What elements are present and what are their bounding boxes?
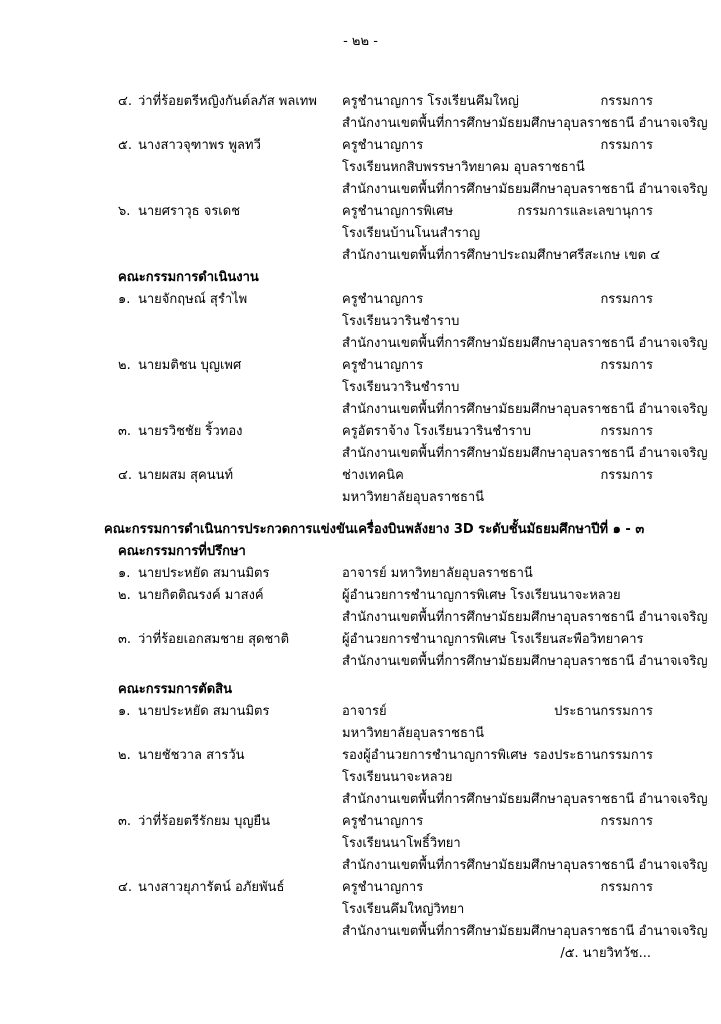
section-heading-advisors: คณะกรรมการที่ปรึกษา (118, 544, 246, 559)
member-entry: ๑. นายจักฤษณ์ สุรำไพ ครูชำนาญการ กรรมการ (118, 292, 653, 307)
page-number: - ๒๒ - (343, 34, 378, 49)
member-entry: ๒. นายมติชน บุญเพศ ครูชำนาญการ กรรมการ (118, 358, 653, 373)
member-entry: ๑. นายประหยัด สมานมิตร อาจารย์ ประธานกรรมการ (118, 704, 653, 719)
member-entry: ๓. ว่าที่ร้อยตรีรักยม บุญยืน ครูชำนาญการ กรรมการ (118, 814, 653, 829)
member-entry: ๕. นางสาวจุฑาพร พูลทวี ครูชำนาญการ กรรมการ (118, 138, 653, 153)
section-heading-judges: คณะกรรมการตัดสิน (118, 682, 233, 697)
member-entry: ๒. นายกิตติณรงค์ มาสงค์ ผู้อำนวยการชำนาญการพิเศษ โรงเรียนนาจะหลวย (118, 588, 621, 603)
section-heading-competition: คณะกรรมการดำเนินการประกวดการแข่งขันเครื่องบินพลังยาง 3D ระดับชั้นมัธยมศึกษาปีที่ ๑ - ๓ (104, 522, 645, 537)
member-entry: ๔. ว่าที่ร้อยตรีหญิงกันต์ลภัส พลเทพ ครูชำนาญการ โรงเรียนคึมใหญ่ กรรมการ (118, 94, 653, 109)
member-entry: ๖. นายศราวุธ จรเดช ครูชำนาญการพิเศษ กรรมการและเลขานุการ (118, 204, 653, 219)
member-entry: ๔. นายผสม สุคนนท์ ช่างเทคนิค กรรมการ (118, 468, 653, 483)
document-page: - ๒๒ - ๔. ว่าที่ร้อยตรีหญิงกันต์ลภัส พลเทพ ครูชำนาญการ โรงเรียนคึมใหญ่ กรรมการ สำนักงานเขตพื้นที่การศึกษามัธยมศึกษาอุบลราชธานี อำนาจเจริญ ๕. นางสาวจุฑาพร พูลทวี ครูชำนาญการ กรรมการ โรงเรียนหกสิบพรรษาวิทยาคม อุบลราชธานี สำนักงานเขตพื้นที่การศึกษามัธยมศึกษาอุบลราชธานี อำนาจเจริญ ๖. นายศราวุธ จรเดช ครูชำนาญการพิเศษ กรรมการและเลขานุการ โรงเรียนบ้านโนนสำราญ สำนักงานเขตพื้นที่การศึกษาประถมศึกษาศรีสะเกษ เขต ๔ คณะกรรมการดำเนินงาน ๑. นายจักฤษณ์ สุรำไพ ครูชำนาญการ กรรมการ โรงเรียนวารินชำราบ สำนักงานเขตพื้นที่การศึกษามัธยมศึกษาอุบลราชธานี อำนาจเจริญ ๒. นายมติชน บุญเพศ ครูชำนาญการ กรรมการ โรงเรียนวารินชำราบ สำนักงานเขตพื้นที่การศึกษามัธยมศึกษาอุบลราชธานี อำนาจเจริญ ๓. นายรวิชชัย ริ้วทอง ครูอัตราจ้าง โรงเรียนวารินชำราบ กรรมการ สำนักงานเขตพื้นที่การศึกษามัธยมศึกษาอุบลราชธานี อำนาจเจริญ ๔. นายผสม สุคนนท์ ช่างเทคนิค กรรมการ มหาวิทยาลัยอุบลราชธานี คณะกรรมการดำเนินการประกวดการแข่งขันเครื่องบินพลังยาง 3D ระดับชั้นมัธยมศึกษาปีที่ ๑ - ๓ คณะกรรมการที่ปรึกษา ๑. นายประหยัด สมานมิตร อาจารย์ มหาวิทยาลัยอุบลราชธานี ๒. นายกิตติณรงค์ มาสงค์ ผู้อำนวยการชำนาญการพิเศษ โรงเรียนนาจะหลวย สำนักงานเขตพื้นที่การศึกษามัธยมศึกษาอุบลราชธานี อำนาจเจริญ ๓. ว่าที่ร้อยเอกสมชาย สุดชาติ ผู้อำนวยการชำนาญการพิเศษ โรงเรียนสะพือวิทยาคาร สำนักงานเขตพื้นที่การศึกษามัธยมศึกษาอุบลราชธานี อำนาจเจริญ คณะกรรมการตัดสิน ๑. นายประหยัด สมานมิตร อาจารย์ ประธานกรรมการ มหาวิทยาลัยอุบลราชธานี ๒. นายชัชวาล สารวัน รองผู้อำนวยการชำนาญการพิเศษ รองประธานกรรมการ โรงเรียนนาจะหลวย สำนักงานเขตพื้นที่การศึกษามัธยมศึกษาอุบลราชธานี อำนาจเจริญ ๓. ว่าที่ร้อยตรีรักยม บุญยืน ครูชำนาญการ กรรมการ โรงเรียนนาโพธิ์วิทยา สำนักงานเขตพื้นที่การศึกษามัธยมศึกษาอุบลราชธานี อำนาจเจริญ ๔. นางสาวยุภารัตน์ อภัยพันธ์ ครูชำนาญการ กรรมการ โรงเรียนคึมใหญ่วิทยา สำนักงานเขตพื้นที่การศึกษามัธยมศึกษาอุบลราชธานี อำนาจเจริญ /๕. นายวิทวัช... (0, 0, 721, 1024)
continuation-note: /๕. นายวิทวัช... (560, 946, 651, 961)
member-entry: ๒. นายชัชวาล สารวัน รองผู้อำนวยการชำนาญการพิเศษ รองประธานกรรมการ (118, 748, 653, 763)
member-entry: ๔. นางสาวยุภารัตน์ อภัยพันธ์ ครูชำนาญการ กรรมการ (118, 880, 653, 895)
section-heading-operations: คณะกรรมการดำเนินงาน (118, 270, 259, 285)
member-entry: ๓. นายรวิชชัย ริ้วทอง ครูอัตราจ้าง โรงเรียนวารินชำราบ กรรมการ (118, 424, 653, 439)
member-entry: ๓. ว่าที่ร้อยเอกสมชาย สุดชาติ ผู้อำนวยการชำนาญการพิเศษ โรงเรียนสะพือวิทยาคาร (118, 632, 644, 647)
member-entry: ๑. นายประหยัด สมานมิตร อาจารย์ มหาวิทยาลัยอุบลราชธานี (118, 566, 533, 581)
